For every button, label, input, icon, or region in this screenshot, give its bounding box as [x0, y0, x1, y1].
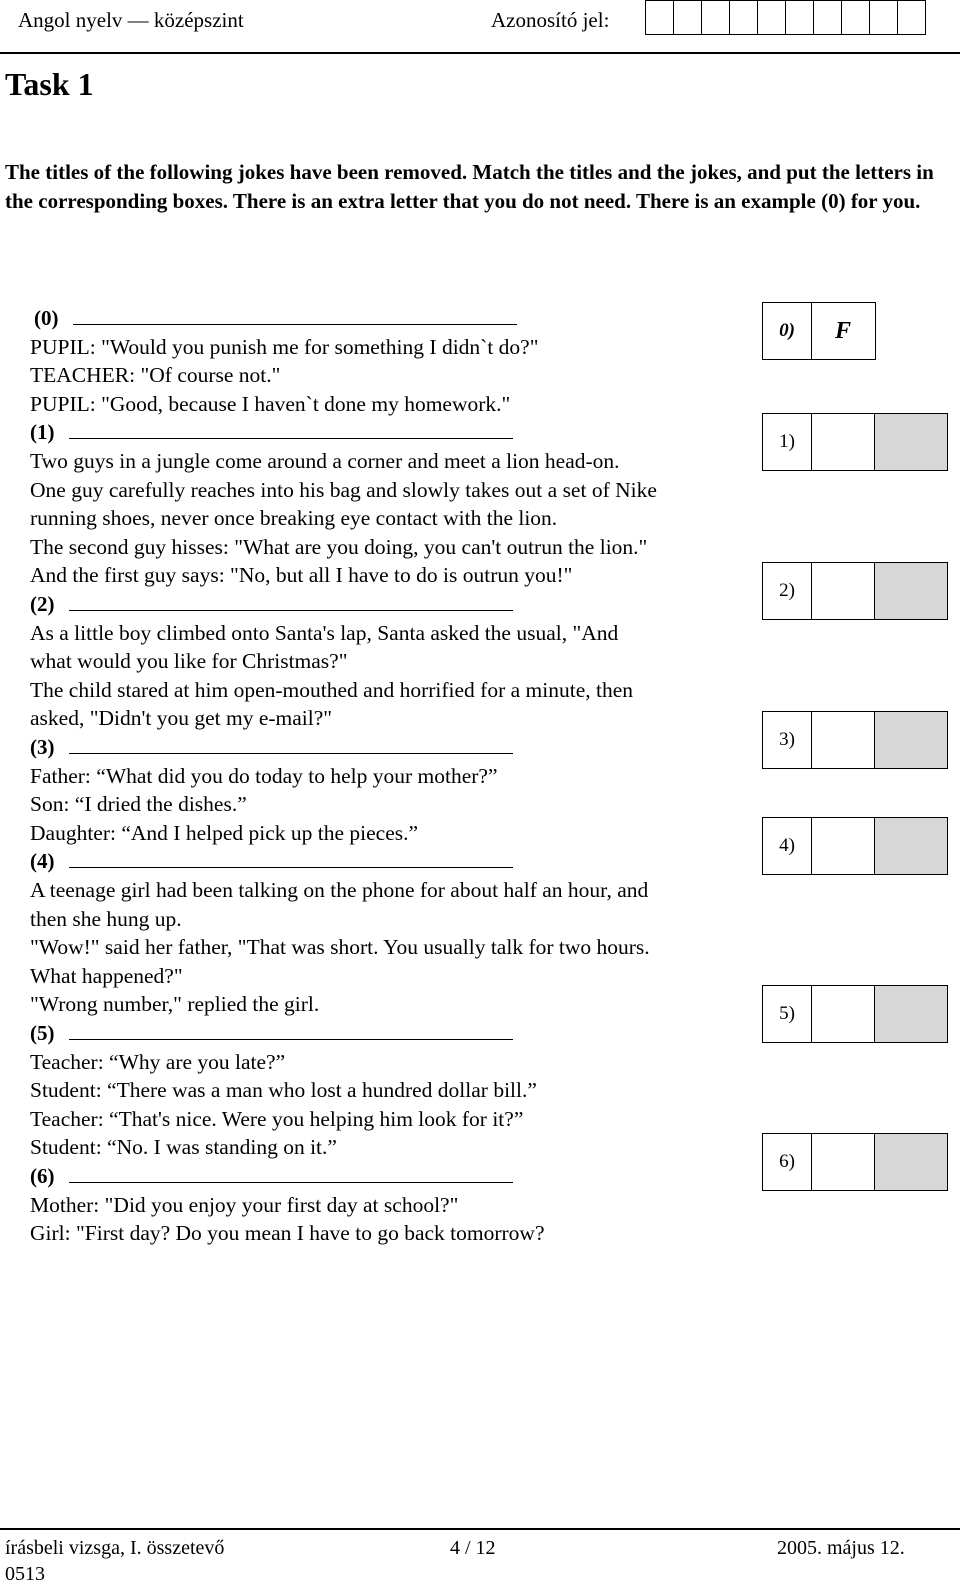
score-box	[874, 1133, 948, 1191]
score-box	[874, 562, 948, 620]
joke-text-line: One guy carefully reaches into his bag and slowly takes out a set of Nike	[30, 477, 657, 502]
id-digit-box[interactable]	[757, 0, 786, 35]
joke-text-line: PUPIL: "Good, because I haven`t done my homework."	[30, 391, 511, 416]
joke-text-line: what would you like for Christmas?"	[30, 649, 348, 674]
header-subject: Angol nyelv — középszint	[18, 8, 244, 32]
joke-text-line: "Wow!" said her father, "That was short. You usually talk for two hours.	[30, 935, 650, 960]
title-blank-line[interactable]	[73, 310, 517, 325]
answer-number: 5)	[762, 985, 812, 1043]
id-digit-box[interactable]	[841, 0, 870, 35]
joke-text-line: Son: “I dried the dishes.”	[30, 792, 247, 817]
footer-date: 2005. május 12.	[777, 1537, 905, 1559]
answer-number: 1)	[762, 413, 812, 471]
answer-number: 0)	[762, 302, 812, 360]
footer-exam-name: írásbeli vizsga, I. összetevő	[5, 1537, 225, 1559]
score-box	[874, 985, 948, 1043]
answer-row	[762, 562, 948, 620]
title-blank-line[interactable]	[69, 596, 513, 611]
footer-divider	[0, 1528, 960, 1530]
joke-text-line: Student: “There was a man who lost a hundred dollar bill.”	[30, 1078, 537, 1103]
instructions: The titles of the following jokes have been removed. Match the titles and the jokes, and put the letters in the corresponding boxes. There is an extra letter that you do not need. There is an example (0) for you.	[5, 160, 934, 213]
joke-text-line: A teenage girl had been talking on the phone for about half an hour, and	[30, 878, 649, 902]
joke-text-line: Teacher: “Why are you late?”	[30, 1049, 286, 1074]
answer-letter-box[interactable]	[811, 711, 876, 769]
id-digit-box[interactable]	[645, 0, 674, 35]
answer-row-example	[762, 302, 876, 360]
title-blank-line[interactable]	[69, 424, 513, 439]
joke-text-line: The second guy hisses: "What are you doing, you can't outrun the lion."	[30, 534, 648, 559]
title-slot	[30, 418, 513, 447]
title-slot-label: (0)	[34, 306, 59, 330]
joke-text-line: Student: “No. I was standing on it.”	[30, 1135, 337, 1160]
id-digit-box[interactable]	[785, 0, 814, 35]
joke-text-line: then she hung up.	[30, 906, 182, 931]
joke-text-line: And the first guy says: "No, but all I have to do is outrun you!"	[30, 563, 573, 588]
joke-text-line: PUPIL: "Would you punish me for something I didn`t do?"	[30, 334, 539, 359]
id-label: Azonosító jel:	[491, 8, 610, 32]
answer-letter-box[interactable]	[811, 1133, 876, 1191]
joke-text-line: TEACHER: "Of course not."	[30, 363, 281, 388]
answer-letter-box[interactable]	[811, 985, 876, 1043]
answer-number: 3)	[762, 711, 812, 769]
title-slot-label: (1)	[30, 420, 55, 445]
id-digit-box[interactable]	[673, 0, 702, 35]
joke-text-line: running shoes, never once breaking eye contact with the lion.	[30, 506, 558, 531]
answer-row	[762, 711, 948, 769]
answer-row	[762, 1133, 948, 1191]
id-digit-box[interactable]	[869, 0, 898, 35]
id-digit-box[interactable]	[813, 0, 842, 35]
joke-text-line: The child stared at him open-mouthed and horrified for a minute, then	[30, 677, 634, 702]
answer-row	[762, 413, 948, 471]
title-slot	[30, 1019, 513, 1048]
id-boxes	[646, 0, 926, 36]
title-slot	[30, 590, 513, 619]
answer-number: 6)	[762, 1133, 812, 1191]
title-blank-line[interactable]	[69, 739, 513, 754]
id-digit-box[interactable]	[729, 0, 758, 35]
answer-letter-box[interactable]	[811, 562, 876, 620]
score-box	[874, 413, 948, 471]
joke-text-line: What happened?"	[30, 963, 183, 988]
joke-text-line: "Wrong number," replied the girl.	[30, 992, 320, 1017]
title-slot	[30, 733, 513, 762]
title-slot-label: (4)	[30, 849, 55, 874]
answer-number: 4)	[762, 817, 812, 875]
joke-text-line: Two guys in a jungle come around a corner and meet a lion head-on.	[30, 449, 620, 473]
title-blank-line[interactable]	[69, 1025, 513, 1040]
page-number: 4 / 12	[450, 1537, 496, 1559]
answer-letter-box[interactable]	[811, 817, 876, 875]
joke-text-line: Girl: "First day? Do you mean I have to go back tomorrow?	[30, 1221, 545, 1246]
title-slot	[30, 1162, 513, 1191]
answer-row	[762, 985, 948, 1043]
joke-text-line: As a little boy climbed onto Santa's lap, Santa asked the usual, "And	[30, 620, 619, 645]
joke-text-line: asked, "Didn't you get my e-mail?"	[30, 706, 333, 731]
title-slot-label: (6)	[30, 1164, 55, 1188]
answer-letter-box[interactable]	[811, 413, 876, 471]
task-title: Task 1	[5, 66, 94, 102]
score-box	[874, 711, 948, 769]
answer-letter-box: F	[811, 302, 876, 360]
title-slot	[34, 304, 517, 333]
id-digit-box[interactable]	[701, 0, 730, 35]
header-divider	[0, 52, 960, 54]
id-digit-box[interactable]	[897, 0, 926, 35]
answer-row	[762, 817, 948, 875]
score-box	[874, 817, 948, 875]
title-slot	[30, 847, 513, 876]
title-blank-line[interactable]	[69, 853, 513, 868]
answer-number: 2)	[762, 562, 812, 620]
title-slot-label: (3)	[30, 735, 55, 759]
title-slot-label: (5)	[30, 1021, 55, 1045]
title-slot-label: (2)	[30, 592, 55, 616]
footer-code: 0513	[5, 1563, 45, 1585]
joke-text-line: Daughter: “And I helped pick up the pieces.”	[30, 820, 419, 845]
joke-text-line: Father: “What did you do today to help your mother?”	[30, 763, 498, 788]
joke-text-line: Mother: "Did you enjoy your first day at school?"	[30, 1192, 459, 1217]
title-blank-line[interactable]	[69, 1168, 513, 1183]
joke-text-line: Teacher: “That's nice. Were you helping him look for it?”	[30, 1106, 524, 1131]
